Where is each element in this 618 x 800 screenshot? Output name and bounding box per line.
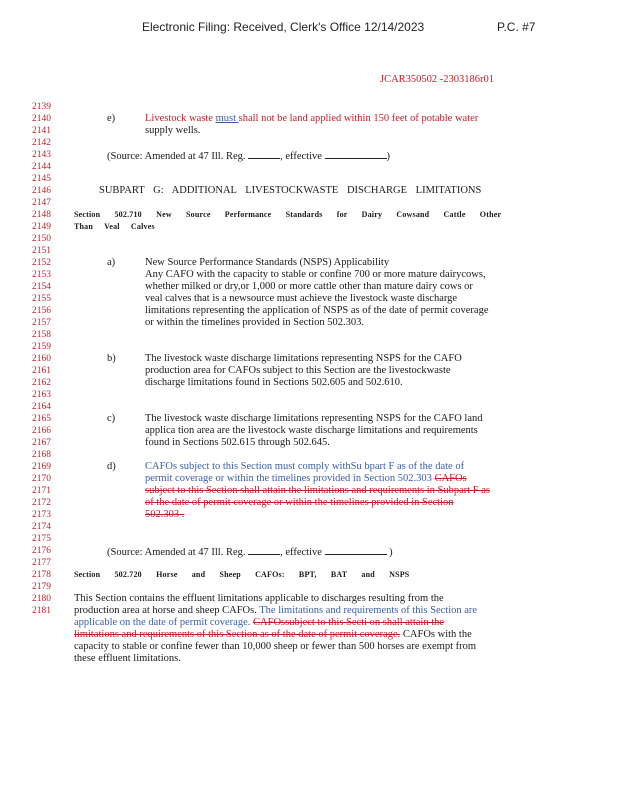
line-number: 2166 <box>32 426 51 436</box>
line-number: 2169 <box>32 462 51 472</box>
line-number: 2156 <box>32 306 51 316</box>
line-number: 2146 <box>32 186 51 196</box>
filing-header <box>0 20 618 36</box>
line-number: 2153 <box>32 270 51 280</box>
line-number: 2176 <box>32 546 51 556</box>
item-c-line: found in Sections 502.615 through 502.645. <box>145 437 330 448</box>
subpart-heading: SUBPART G: ADDITIONAL LIVESTOCKWASTE DISCHARGE LIMITATIONS <box>99 185 482 196</box>
para-line-6: these effluent limitations. <box>74 653 181 664</box>
line-number: 2168 <box>32 450 51 460</box>
item-b-line: discharge limitations found in Sections 502.605 and 502.610. <box>145 377 403 388</box>
para-line-4: limitations and requirements of this Section as of the date of permit coverage. CAFOs with the <box>74 629 472 640</box>
line-number: 2139 <box>32 102 51 112</box>
line-number: 2149 <box>32 222 51 232</box>
line-number: 2150 <box>32 234 51 244</box>
line-number: 2159 <box>32 342 51 352</box>
line-number: 2151 <box>32 246 51 256</box>
line-number: 2152 <box>32 258 51 268</box>
line-number: 2180 <box>32 594 51 604</box>
item-a-line: or within the timelines provided in Section 502.303. <box>145 317 365 328</box>
item-d-deleted-line-3: subject to this Section shall attain the limitations and requirements in Subpart F as <box>145 485 490 496</box>
line-number: 2171 <box>32 486 51 496</box>
item-e-line-2: supply wells. <box>145 125 201 136</box>
para-line-2: production area at horse and sheep CAFOs. The limitations and requirements of this Section are <box>74 605 478 616</box>
item-a-line: New Source Performance Standards (NSPS) Applicability <box>145 257 390 268</box>
line-number: 2158 <box>32 330 51 340</box>
line-number: 2155 <box>32 294 51 304</box>
section-710-heading-cont: Than Veal Calves <box>74 222 155 231</box>
section-720-heading: Section 502.720 Horse and Sheep CAFOs: BPT, BAT and NSPS <box>74 570 410 579</box>
line-number: 2162 <box>32 378 51 388</box>
item-d-inserted-line-1: CAFOs subject to this Section must comply withSu bpart F as of the date of <box>145 461 465 472</box>
line-number: 2157 <box>32 318 51 328</box>
para-line-5: capacity to stable or confine fewer than 10,000 sheep or fewer than 500 horses are exempt from <box>74 641 477 652</box>
item-c-line: applica tion area are the livestock waste discharge limitations and requirements <box>145 425 478 436</box>
para-line-3: applicable on the date of permit coverage. CAFOssubject to this Secti on shall attain the <box>74 617 445 628</box>
source-note-1: (Source: Amended at 47 Ill. Reg. , effective ) <box>107 151 391 162</box>
section-710-heading: Section 502.710 New Source Performance Standards for Dairy Cowsand Cattle Other <box>74 210 502 219</box>
item-a-line: whether milked or dry,or 1,000 or more cattle other than mature dairy cows or <box>145 281 473 292</box>
line-number: 2167 <box>32 438 51 448</box>
line-number: 2165 <box>32 414 51 424</box>
line-number: 2177 <box>32 558 51 568</box>
document-id: JCAR350502 -2303186r01 <box>380 74 495 85</box>
para-inserted-text: The limitations and requirements of this Section are <box>259 605 478 616</box>
item-b-label: b) <box>107 353 116 364</box>
item-a-line: veal calves that is a newsource must achieve the livestock waste discharge <box>145 293 458 304</box>
line-number: 2179 <box>32 582 51 592</box>
item-a-line: Any CAFO with the capacity to stable or confine 700 or more mature dairycows, <box>145 269 486 280</box>
line-number: 2147 <box>32 198 51 208</box>
line-number: 2144 <box>32 162 51 172</box>
line-number: 2140 <box>32 114 51 124</box>
line-number: 2178 <box>32 570 51 580</box>
source-note-2: (Source: Amended at 47 Ill. Reg. , effective ) <box>107 547 393 558</box>
line-number: 2145 <box>32 174 51 184</box>
item-d-deleted-line-5: 502.303 . <box>145 509 185 520</box>
line-number: 2154 <box>32 282 51 292</box>
para-deleted-text: CAFOssubject to this Secti on shall attain the <box>253 617 445 628</box>
item-c-line: The livestock waste discharge limitations representing NSPS for the CAFO land <box>145 413 483 424</box>
line-number: 2161 <box>32 366 51 376</box>
line-number: 2175 <box>32 534 51 544</box>
line-number: 2160 <box>32 354 51 364</box>
line-number: 2163 <box>32 390 51 400</box>
item-d-deleted-line-4: of the date of permit coverage or within the timelines provided in Section <box>145 497 454 508</box>
line-number: 2170 <box>32 474 51 484</box>
line-number: 2173 <box>32 510 51 520</box>
page-code: P.C. #7 <box>497 20 536 34</box>
line-number: 2142 <box>32 138 51 148</box>
inserted-must: must <box>215 113 239 124</box>
filing-stamp: Electronic Filing: Received, Clerk's Office 12/14/2023 <box>142 20 425 34</box>
item-a-label: a) <box>107 257 116 268</box>
item-d-deleted-text: CAFOs <box>434 473 467 484</box>
line-number: 2172 <box>32 498 51 508</box>
item-c-label: c) <box>107 413 116 424</box>
line-number: 2143 <box>32 150 51 160</box>
item-d-label: d) <box>107 461 116 472</box>
item-e-label: e) <box>107 113 116 124</box>
item-b-line: The livestock waste discharge limitations representing NSPS for the CAFO <box>145 353 462 364</box>
line-number: 2174 <box>32 522 51 532</box>
line-number: 2181 <box>32 606 51 616</box>
item-d-line-2: permit coverage or within the timelines provided in Section 502.303 CAFOs <box>145 473 467 484</box>
line-number: 2148 <box>32 210 51 220</box>
line-number: 2141 <box>32 126 51 136</box>
item-b-line: production area for CAFOs subject to this Section are the livestockwaste <box>145 365 451 376</box>
item-a-line: limitations representing the application of NSPS as of the date of permit coverage <box>145 305 489 316</box>
item-e-line-1: Livestock waste must shall not be land applied within 150 feet of potable water <box>145 113 479 124</box>
line-number: 2164 <box>32 402 51 412</box>
para-line-1: This Section contains the effluent limitations applicable to discharges resulting from the <box>74 593 444 604</box>
